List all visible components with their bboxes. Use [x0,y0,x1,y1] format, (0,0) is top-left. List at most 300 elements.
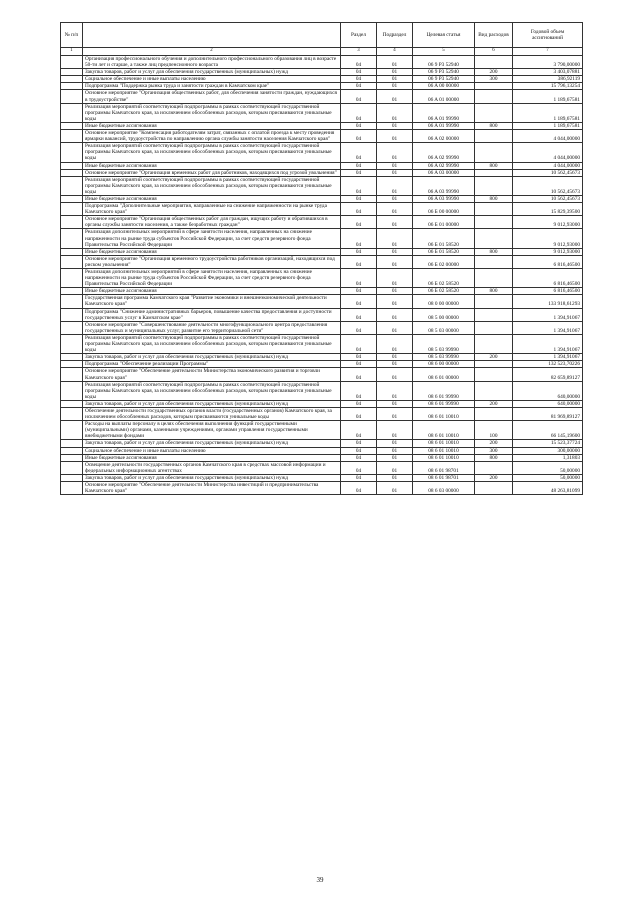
row-podrazdel-cell: 01 [377,248,413,255]
row-name-cell: Закупка товаров, работ и услуг для обеспечения государственных (муниципальных) нужд [83,354,341,361]
row-target-item-cell: 08 6 01 10010 [413,421,475,440]
row-amount-cell: 4 044,00000 [513,130,583,143]
table-row [61,454,583,461]
table-row [61,229,583,248]
row-podrazdel-cell: 01 [377,269,413,288]
row-name-cell: Государственная программа Камчатского края "Развитие экономики и внешнеэкономической деятельности Камчатского края" [83,295,341,308]
row-podrazdel-cell: 01 [377,474,413,481]
row-amount-cell: 6 816,46500 [513,288,583,295]
row-name-cell: Основное мероприятие "Обеспечение деятельности Министерства экономического развития и торговли Камчатского края" [83,368,341,381]
row-amount-cell: 1,31803 [513,454,583,461]
row-razdel-cell: 04 [341,440,377,447]
column-number: 5 [413,48,475,56]
row-index-cell [61,454,83,461]
table-row [61,248,583,255]
row-expense-type-cell: 800 [475,454,513,461]
row-razdel-cell: 04 [341,103,377,122]
table-row [61,69,583,76]
row-podrazdel-cell: 01 [377,482,413,495]
row-name-cell: Закупка товаров, работ и услуг для обеспечения государственных (муниципальных) нужд [83,400,341,407]
table-row [61,216,583,229]
row-podrazdel-cell: 01 [377,381,413,400]
row-razdel-cell: 04 [341,216,377,229]
column-number-row [61,48,583,56]
row-razdel-cell: 04 [341,90,377,103]
row-target-item-cell: 06 A 02 99990 [413,143,475,162]
row-target-item-cell: 06 A 03 99990 [413,176,475,195]
row-expense-type-cell [475,334,513,353]
row-expense-type-cell: 200 [475,354,513,361]
row-amount-cell: 1 394,91067 [513,354,583,361]
row-amount-cell: 1 394,91067 [513,308,583,321]
row-expense-type-cell [475,56,513,69]
row-name-cell: Реализация мероприятий соответствующей подпрограммы в рамках соответствующей государственной программы Камчатского края, за исключением обособленных расходов, которым присваиваются уникальные коды [83,176,341,195]
row-expense-type-cell [475,321,513,334]
row-amount-cell: 15 796,13254 [513,83,583,90]
row-name-cell: Реализация мероприятий соответствующей подпрограммы в рамках соответствующей государственной программы Камчатского края, за исключением обособленных расходов, которым присваиваются уникальные коды [83,143,341,162]
row-name-cell: Реализация дополнительных мероприятий в сфере занятости населения, направленных на снижение напряженности на рынке труда субъектов Российской Федерации, за счет средств резервного фонда Правительства Российской Федерации [83,269,341,288]
table-row [61,447,583,454]
row-name-cell: Социальное обеспечение и иные выплаты населению [83,447,341,454]
row-index-cell [61,69,83,76]
row-razdel-cell: 04 [341,122,377,129]
table-row [61,143,583,162]
row-target-item-cell: 06 Б 00 00000 [413,203,475,216]
table-row [61,122,583,129]
row-expense-type-cell [475,216,513,229]
row-expense-type-cell [475,103,513,122]
row-podrazdel-cell: 01 [377,321,413,334]
row-name-cell: Организация профессионального обучения и дополнительного профессионального образования лиц в возрасте 50-ти лет и старше, а также лиц предпенсионного возраста [83,56,341,69]
row-index-cell [61,295,83,308]
row-index-cell [61,122,83,129]
row-expense-type-cell [475,381,513,400]
row-name-cell: Реализация дополнительных мероприятий в сфере занятости населения, направленных на снижение напряженности на рынке труда субъектов Российской Федерации, за счет средств резервного фонда Правительства Российской Федерации [83,229,341,248]
row-expense-type-cell [475,130,513,143]
row-target-item-cell: 06 Б 01 58520 [413,229,475,248]
row-razdel-cell: 04 [341,69,377,76]
row-razdel-cell: 04 [341,162,377,169]
row-target-item-cell: 08 6 01 98701 [413,461,475,474]
table-row [61,421,583,440]
row-amount-cell: 3 403,07881 [513,69,583,76]
row-target-item-cell: 08 6 01 99990 [413,381,475,400]
row-name-cell: Подпрограмма "Поддержка рынка труда и занятости граждан в Камчатском крае" [83,83,341,90]
row-name-cell: Закупка товаров, работ и услуг для обеспечения государственных (муниципальных) нужд [83,69,341,76]
row-podrazdel-cell: 01 [377,461,413,474]
row-razdel-cell: 04 [341,288,377,295]
table-row [61,368,583,381]
row-razdel-cell: 04 [341,308,377,321]
header-annual-amount: Годовой объем ассигнований [513,23,583,48]
row-target-item-cell: 08 6 03 00000 [413,482,475,495]
row-razdel-cell: 04 [341,368,377,381]
row-expense-type-cell: 100 [475,421,513,440]
row-index-cell [61,248,83,255]
table-row [61,321,583,334]
row-index-cell [61,308,83,321]
row-podrazdel-cell: 01 [377,354,413,361]
row-podrazdel-cell: 01 [377,169,413,176]
row-expense-type-cell [475,169,513,176]
row-target-item-cell: 08 5 00 00000 [413,308,475,321]
row-index-cell [61,83,83,90]
row-amount-cell: 15 523,37724 [513,440,583,447]
table-row [61,482,583,495]
row-expense-type-cell: 200 [475,474,513,481]
row-target-item-cell: 08 0 00 00000 [413,295,475,308]
row-target-item-cell: 08 5 03 99990 [413,354,475,361]
row-amount-cell: 82 659,89127 [513,368,583,381]
budget-table-sheet [60,22,582,495]
row-target-item-cell: 08 5 03 99990 [413,334,475,353]
row-name-cell: Обеспечение деятельности государственных органов власти (государственных органов) Камчатского края, за исключением обособленных расходов, которым присваиваются уникальные коды [83,407,341,420]
row-target-item-cell: 08 6 01 00000 [413,368,475,381]
row-expense-type-cell [475,482,513,495]
row-podrazdel-cell: 01 [377,162,413,169]
table-row [61,76,583,83]
row-name-cell: Основное мероприятие "Организация временного трудоустройства работников организаций, находящихся под риском увольнения" [83,255,341,268]
row-expense-type-cell: 800 [475,248,513,255]
row-podrazdel-cell: 01 [377,288,413,295]
table-row [61,334,583,353]
row-podrazdel-cell: 01 [377,130,413,143]
row-razdel-cell: 04 [341,454,377,461]
row-amount-cell: 50,00000 [513,461,583,474]
row-podrazdel-cell: 01 [377,203,413,216]
row-podrazdel-cell: 01 [377,361,413,368]
row-index-cell [61,482,83,495]
row-podrazdel-cell: 01 [377,255,413,268]
row-expense-type-cell: 800 [475,195,513,202]
row-podrazdel-cell: 01 [377,103,413,122]
row-target-item-cell: 08 6 01 10010 [413,407,475,420]
row-target-item-cell: 06 A 01 99990 [413,122,475,129]
row-expense-type-cell [475,83,513,90]
row-amount-cell: 1 394,91067 [513,334,583,353]
table-row [61,83,583,90]
row-amount-cell: 10 562,45673 [513,176,583,195]
row-target-item-cell: 06 A 03 99990 [413,195,475,202]
row-name-cell: Подпрограмма "Снижение административных барьеров, повышение качества предоставления и доступности государственных услуг в Камчатском крае" [83,308,341,321]
row-target-item-cell: 06 9 P3 52940 [413,69,475,76]
row-index-cell [61,461,83,474]
table-row [61,474,583,481]
row-expense-type-cell [475,176,513,195]
row-amount-cell: 640,00000 [513,381,583,400]
header-expense-type: Вид расходов [475,23,513,48]
row-name-cell: Освещение деятельности государственных органов Камчатского края в средствах массовой информации и федеральных информационных агентствах [83,461,341,474]
row-target-item-cell: 06 Б 01 58520 [413,248,475,255]
table-body [61,56,583,495]
table-row [61,176,583,195]
table-header-row [61,23,583,48]
row-index-cell [61,103,83,122]
row-name-cell: Реализация мероприятий соответствующей подпрограммы в рамках соответствующей государственной программы Камчатского края, за исключением обособленных расходов, которым присваиваются уникальные коды [83,381,341,400]
header-number: № п/п [61,23,83,48]
table-row [61,130,583,143]
row-index-cell [61,407,83,420]
table-row [61,361,583,368]
row-podrazdel-cell: 01 [377,143,413,162]
row-podrazdel-cell: 01 [377,454,413,461]
row-amount-cell: 9 012,93000 [513,216,583,229]
table-row [61,103,583,122]
row-podrazdel-cell: 01 [377,308,413,321]
row-razdel-cell: 04 [341,334,377,353]
column-number: 3 [341,48,377,56]
row-target-item-cell: 06 A 03 00000 [413,169,475,176]
row-index-cell [61,90,83,103]
row-amount-cell: 3 790,00000 [513,56,583,69]
column-number: 4 [377,48,413,56]
row-index-cell [61,474,83,481]
row-razdel-cell: 04 [341,255,377,268]
row-target-item-cell: 08 6 00 00000 [413,361,475,368]
row-razdel-cell: 04 [341,169,377,176]
row-name-cell: Расходы на выплаты персоналу в целях обеспечения выполнения функций государственными (муниципальными) органами, казенными учреждениями, органами управления государственными внебюджетными фондами [83,421,341,440]
row-podrazdel-cell: 01 [377,195,413,202]
row-name-cell: Основное мероприятие "Организация общественных работ, для обеспечения занятости граждан, нуждающихся в трудоустройстве" [83,90,341,103]
column-number: 2 [83,48,341,56]
table-row [61,400,583,407]
row-podrazdel-cell: 01 [377,69,413,76]
row-index-cell [61,143,83,162]
row-razdel-cell: 04 [341,176,377,195]
row-name-cell: Основное мероприятие "Организация общественных работ для граждан, ищущих работу и обратившихся в органы службы занятости населения, а также безработных граждан" [83,216,341,229]
header-name [83,23,341,48]
row-name-cell: Основное мероприятие "Совершенствование деятельности многофункционального центра предоставления государственных и муниципальных услуг, развитие его территориальной сети" [83,321,341,334]
row-podrazdel-cell: 01 [377,334,413,353]
row-index-cell [61,361,83,368]
row-index-cell [61,368,83,381]
row-expense-type-cell: 800 [475,288,513,295]
row-podrazdel-cell: 01 [377,216,413,229]
header-podrazdel: Подраздел [377,23,413,48]
row-target-item-cell: 08 5 03 00000 [413,321,475,334]
row-target-item-cell: 08 6 01 10010 [413,447,475,454]
table-row [61,56,583,69]
row-name-cell: Основное мероприятие "Обеспечение деятельности Министерства инвестиций и предпринимательства Камчатского края" [83,482,341,495]
row-amount-cell: 386,92119 [513,76,583,83]
row-amount-cell: 1 189,67581 [513,103,583,122]
row-index-cell [61,203,83,216]
row-amount-cell: 4 044,00000 [513,143,583,162]
row-expense-type-cell [475,143,513,162]
row-amount-cell: 6 816,46500 [513,269,583,288]
row-index-cell [61,130,83,143]
table-row [61,203,583,216]
row-expense-type-cell: 200 [475,69,513,76]
row-expense-type-cell [475,229,513,248]
row-amount-cell: 10 562,45673 [513,195,583,202]
column-number: 1 [61,48,83,56]
row-index-cell [61,195,83,202]
row-razdel-cell: 04 [341,321,377,334]
row-index-cell [61,381,83,400]
row-razdel-cell: 04 [341,269,377,288]
row-target-item-cell: 06 A 01 99990 [413,103,475,122]
row-name-cell: Иные бюджетные ассигнования [83,248,341,255]
table-row [61,255,583,268]
row-razdel-cell: 04 [341,474,377,481]
table-row [61,295,583,308]
row-target-item-cell: 06 9 P3 52940 [413,76,475,83]
row-amount-cell: 1 394,91067 [513,321,583,334]
row-expense-type-cell [475,203,513,216]
row-razdel-cell: 04 [341,447,377,454]
row-amount-cell: 66 145,19600 [513,421,583,440]
row-amount-cell: 9 012,93000 [513,229,583,248]
row-expense-type-cell [475,255,513,268]
row-index-cell [61,76,83,83]
row-expense-type-cell: 200 [475,440,513,447]
row-razdel-cell: 04 [341,76,377,83]
row-podrazdel-cell: 01 [377,56,413,69]
row-podrazdel-cell: 01 [377,122,413,129]
row-index-cell [61,255,83,268]
row-amount-cell: 15 829,39500 [513,203,583,216]
row-name-cell: Реализация мероприятий соответствующей подпрограммы в рамках соответствующей государственной программы Камчатского края, за исключением обособленных расходов, которым присваиваются уникальные коды [83,334,341,353]
row-target-item-cell: 06 A 01 00000 [413,90,475,103]
row-expense-type-cell [475,90,513,103]
row-name-cell: Иные бюджетные ассигнования [83,162,341,169]
row-amount-cell: 1 189,67581 [513,90,583,103]
row-expense-type-cell: 300 [475,76,513,83]
row-razdel-cell: 04 [341,295,377,308]
row-expense-type-cell [475,269,513,288]
row-razdel-cell: 04 [341,130,377,143]
row-amount-cell: 50,00000 [513,474,583,481]
row-name-cell: Реализация мероприятий соответствующей подпрограммы в рамках соответствующей государственной программы Камчатского края, за исключением обособленных расходов, которым присваиваются уникальные коды [83,103,341,122]
row-expense-type-cell [475,407,513,420]
row-amount-cell: 10 562,45673 [513,169,583,176]
row-amount-cell: 1 189,67581 [513,122,583,129]
row-expense-type-cell [475,308,513,321]
row-target-item-cell: 06 9 P3 52940 [413,56,475,69]
row-razdel-cell: 04 [341,56,377,69]
row-index-cell [61,440,83,447]
table-row [61,288,583,295]
row-expense-type-cell [475,461,513,474]
row-name-cell: Подпрограмма "Обеспечение реализации Программы" [83,361,341,368]
row-podrazdel-cell: 01 [377,440,413,447]
row-amount-cell: 48 263,81099 [513,482,583,495]
row-index-cell [61,400,83,407]
row-index-cell [61,162,83,169]
row-razdel-cell: 04 [341,83,377,90]
row-name-cell: Иные бюджетные ассигнования [83,454,341,461]
row-index-cell [61,288,83,295]
page-number: 39 [316,876,324,884]
row-podrazdel-cell: 01 [377,295,413,308]
row-razdel-cell: 04 [341,361,377,368]
table-row [61,195,583,202]
row-target-item-cell: 06 A 02 00000 [413,130,475,143]
row-podrazdel-cell: 01 [377,76,413,83]
row-expense-type-cell [475,361,513,368]
header-target-item: Целевая статья [413,23,475,48]
row-target-item-cell: 08 6 01 99990 [413,400,475,407]
table-row [61,169,583,176]
row-name-cell: Иные бюджетные ассигнования [83,122,341,129]
row-name-cell: Основное мероприятие "Организация временных работ для работников, находящихся под угрозой увольнения" [83,169,341,176]
row-target-item-cell: 08 6 01 98701 [413,474,475,481]
row-amount-cell: 640,00000 [513,400,583,407]
row-target-item-cell: 08 6 01 10010 [413,440,475,447]
table-row [61,269,583,288]
row-podrazdel-cell: 01 [377,229,413,248]
table-row [61,308,583,321]
row-name-cell: Социальное обеспечение и иные выплаты населению [83,76,341,83]
row-podrazdel-cell: 01 [377,421,413,440]
table-row [61,162,583,169]
row-expense-type-cell [475,295,513,308]
row-amount-cell: 9 012,93000 [513,248,583,255]
row-amount-cell: 132 523,70226 [513,361,583,368]
row-podrazdel-cell: 01 [377,83,413,90]
table-row [61,461,583,474]
table-row [61,354,583,361]
row-name-cell: Подпрограмма "Дополнительные мероприятия, направленные на снижение напряженности на рынке труда Камчатского края" [83,203,341,216]
row-index-cell [61,447,83,454]
row-target-item-cell: 06 Б 01 00000 [413,216,475,229]
row-expense-type-cell: 300 [475,447,513,454]
table-row [61,381,583,400]
row-expense-type-cell: 800 [475,122,513,129]
header-razdel: Раздел [341,23,377,48]
row-target-item-cell: 06 Б 02 00000 [413,255,475,268]
row-razdel-cell: 04 [341,421,377,440]
row-index-cell [61,56,83,69]
row-index-cell [61,334,83,353]
row-podrazdel-cell: 01 [377,176,413,195]
row-name-cell: Иные бюджетные ассигнования [83,288,341,295]
row-podrazdel-cell: 01 [377,368,413,381]
column-number: 6 [475,48,513,56]
row-amount-cell: 6 816,46500 [513,255,583,268]
row-razdel-cell: 04 [341,354,377,361]
row-expense-type-cell [475,368,513,381]
row-amount-cell: 300,00000 [513,447,583,454]
row-razdel-cell: 04 [341,381,377,400]
row-index-cell [61,354,83,361]
row-podrazdel-cell: 01 [377,407,413,420]
row-index-cell [61,269,83,288]
row-amount-cell: 4 044,00000 [513,162,583,169]
column-number: 7 [513,48,583,56]
row-target-item-cell: 06 A 02 99990 [413,162,475,169]
row-expense-type-cell: 200 [475,400,513,407]
budget-table [60,22,583,495]
row-razdel-cell: 04 [341,195,377,202]
row-razdel-cell: 04 [341,203,377,216]
row-index-cell [61,216,83,229]
table-row [61,440,583,447]
row-amount-cell: 133 918,61293 [513,295,583,308]
row-razdel-cell: 04 [341,229,377,248]
row-razdel-cell: 04 [341,400,377,407]
table-row [61,90,583,103]
row-razdel-cell: 04 [341,482,377,495]
row-amount-cell: 81 969,89127 [513,407,583,420]
row-razdel-cell: 04 [341,407,377,420]
row-podrazdel-cell: 01 [377,90,413,103]
row-name-cell: Основное мероприятие "Компенсация работодателям затрат, связанных с оплатой проезда к месту проведения ярмарки вакансий, трудоустройства по направлению органа службы занятости населения Камчатского края" [83,130,341,143]
row-name-cell: Закупка товаров, работ и услуг для обеспечения государственных (муниципальных) нужд [83,474,341,481]
row-target-item-cell: 06 A 00 00000 [413,83,475,90]
row-name-cell: Иные бюджетные ассигнования [83,195,341,202]
